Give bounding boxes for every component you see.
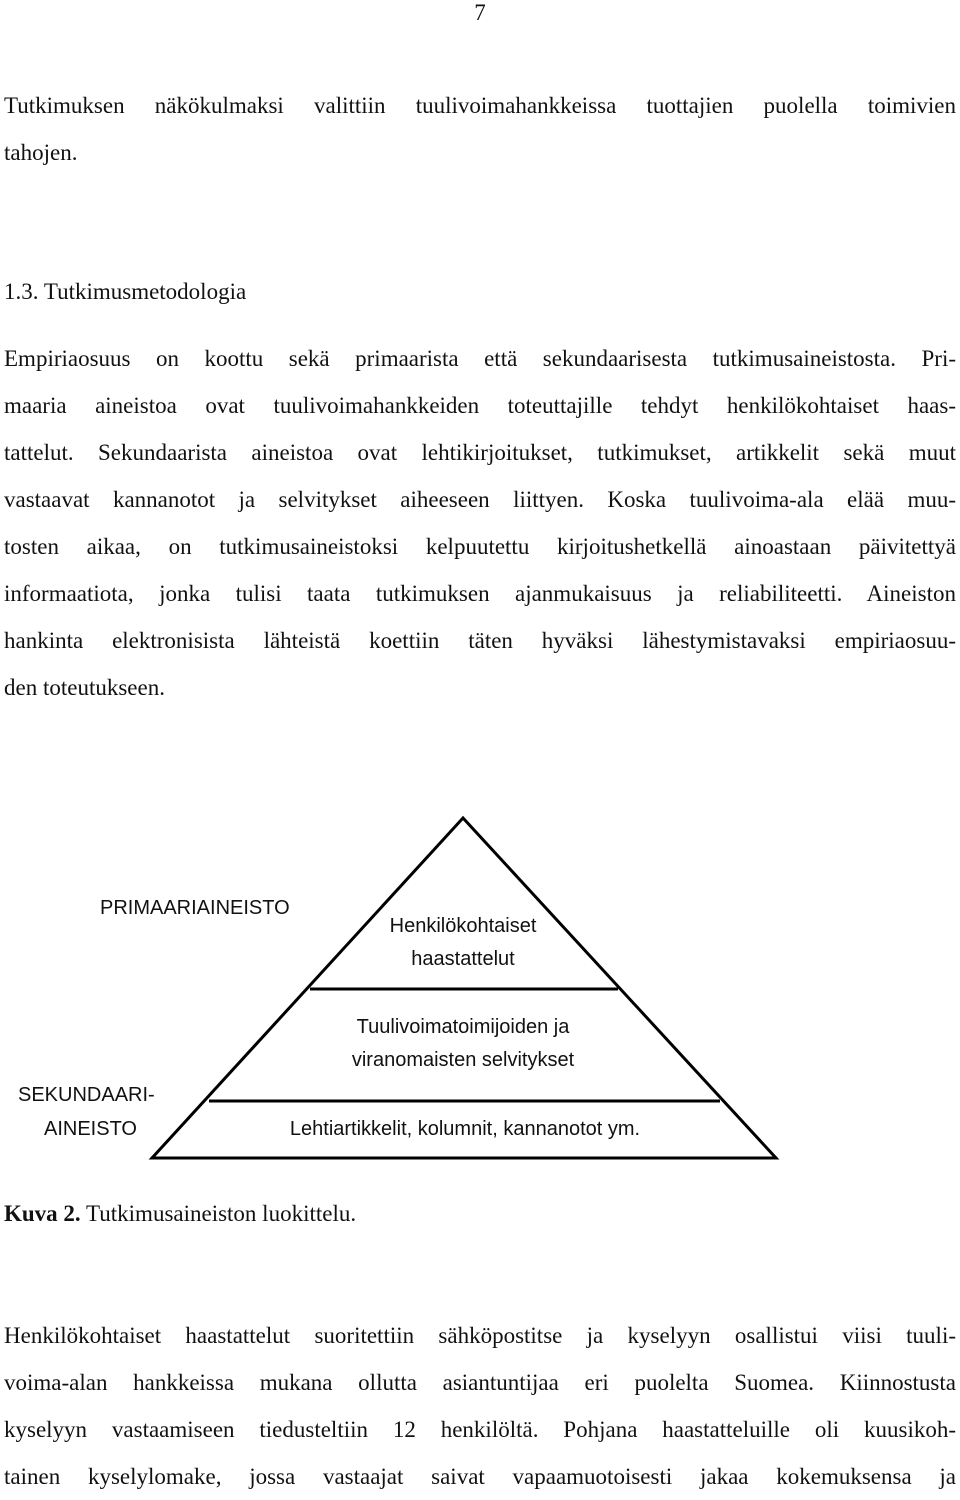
methodology-line: informaatiota, jonka tulisi taata tutkimuksen ajanmukaisuus ja reliabiliteetti. Aineiston: [4, 581, 956, 606]
section-heading: 1.3. Tutkimusmetodologia: [4, 279, 247, 304]
methodology-line: Empiriaosuus on koottu sekä primaarista että sekundaarisesta tutkimusaineistosta. Pri-: [4, 346, 956, 371]
closing-line: Henkilökohtaiset haastattelut suoritettiin sähköpostitse ja kyselyyn osallistui viisi tuuli-: [4, 1323, 956, 1348]
tier-middle-line: viranomaisten selvitykset: [351, 1049, 575, 1071]
tier-top-line: Henkilökohtaiset: [389, 915, 537, 937]
closing-line: tainen kyselylomake, jossa vastaajat saivat vapaamuotoisesti jakaa kokemuksensa ja: [4, 1464, 956, 1489]
intro-line: Tutkimuksen näkökulmaksi valittiin tuulivoimahankkeissa tuottajien puolella toimivien: [4, 93, 956, 118]
closing-paragraph: [4, 1312, 956, 1500]
tier-middle-line: Tuulivoimatoimijoiden ja: [356, 1016, 570, 1038]
intro-paragraph: [4, 82, 956, 176]
methodology-paragraph: [4, 335, 956, 711]
tier-top-line: haastattelut: [411, 948, 515, 970]
secondary-material-label-line1: SEKUNDAARI-: [18, 1084, 155, 1106]
methodology-line: tattelut. Sekundaarista aineistoa ovat lehtikirjoitukset, tutkimukset, artikkelit sekä muut: [4, 440, 956, 465]
primary-material-label: PRIMAARIAINEISTO: [100, 897, 290, 919]
methodology-line: hankinta elektronisista lähteistä koettiin täten hyväksi lähestymistavaksi empiriaosuu-: [4, 628, 956, 653]
methodology-line: den toteutukseen.: [4, 675, 165, 700]
tier-top-text: [353, 910, 573, 976]
caption-text: Tutkimusaineiston luokittelu.: [86, 1201, 357, 1226]
tier-middle-text: [318, 1011, 608, 1077]
page-number: 7: [474, 0, 486, 25]
tier-bottom-text: [240, 1113, 690, 1146]
methodology-line: vastaavat kannanotot ja selvitykset aiheeseen liittyen. Koska tuulivoima-ala elää muu-: [4, 487, 956, 512]
secondary-material-label-line2: AINEISTO: [44, 1118, 137, 1140]
figure-caption: [4, 1190, 356, 1237]
intro-line: tahojen.: [4, 140, 78, 165]
closing-line: kyselyyn vastaamiseen tiedusteltiin 12 henkilöltä. Pohjana haastatteluille oli kuusikoh-: [4, 1417, 956, 1442]
methodology-line: maaria aineistoa ovat tuulivoimahankkeiden toteuttajille tehdyt henkilökohtaiset haas-: [4, 393, 956, 418]
caption-label: Kuva 2.: [4, 1201, 81, 1226]
methodology-line: tosten aikaa, on tutkimusaineistoksi kelpuutettu kirjoitushetkellä ainoastaan päivitettyä: [4, 534, 956, 559]
tier-bottom-line: Lehtiartikkelit, kolumnit, kannanotot ym.: [289, 1118, 641, 1140]
pyramid-figure: [0, 812, 960, 1168]
closing-line: voima-alan hankkeissa mukana ollutta asiantuntijaa eri puolelta Suomea. Kiinnostusta: [4, 1370, 956, 1395]
